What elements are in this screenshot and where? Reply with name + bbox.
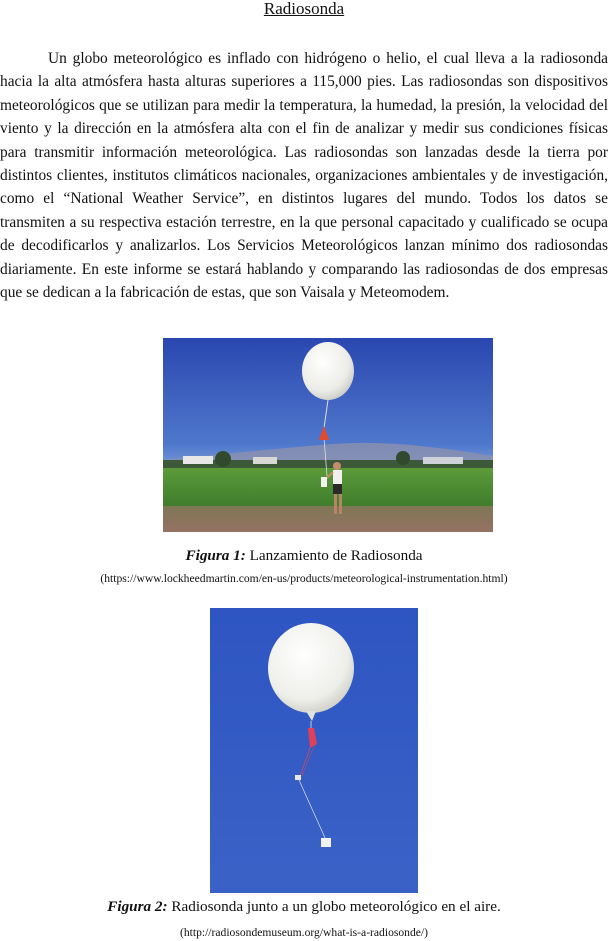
figure-2-source: (http://radiosondemuseum.org/what-is-a-radiosonde/): [179, 926, 429, 939]
figure-1-caption-text: Lanzamiento de Radiosonda: [245, 547, 423, 564]
figure-1-caption: [0, 547, 608, 565]
figure-1-source: (https://www.lockheedmartin.com/en-us/products/meteorological-instrumentation.html): [100, 572, 508, 585]
figure-2-caption-text: Radiosonda junto a un globo meteorológico en el aire.: [167, 898, 501, 915]
body-paragraph: Un globo meteorológico es inflado con hidrógeno o helio, el cual lleva a la radiosonda hacia la alta atmósfera hasta alturas superiores a 115,000 pies. Las radiosondas son dispositivos meteorológicos que se utilizan para medir la temperatura, la humedad, la presión, la velocidad del viento y la dirección en la atmósfera alta con el fin de analizar y medir sus condiciones físicas para transmitir información meteorológica. Las radiosondas son lanzadas desde la tierra por distintos clientes, institutos climáticos nacionales, organizaciones ambientales y de investigación, como el “National Weather Service”, en distintos lugares del mundo. Todos los datos se transmiten a su respectiva estación terrestre, en la que personal capacitado y cualificado se ocupa de decodificarlos y analizarlos. Los Servicios Meteorológicos lanzan mínimo dos radiosondas diariamente. En este informe se estará hablando y comparando las radiosondas de dos empresas que se dedican a la fabricación de estas, que son Vaisala y Meteomodem.: [0, 50, 608, 302]
figure-1-label: Figura 1:: [185, 547, 246, 564]
document-title: Radiosonda: [263, 0, 345, 18]
figure-1-photo: [163, 338, 493, 532]
figure-2-photo: [210, 608, 418, 893]
figure-2-caption: [0, 898, 608, 916]
figure-2-label: Figura 2:: [107, 898, 168, 915]
